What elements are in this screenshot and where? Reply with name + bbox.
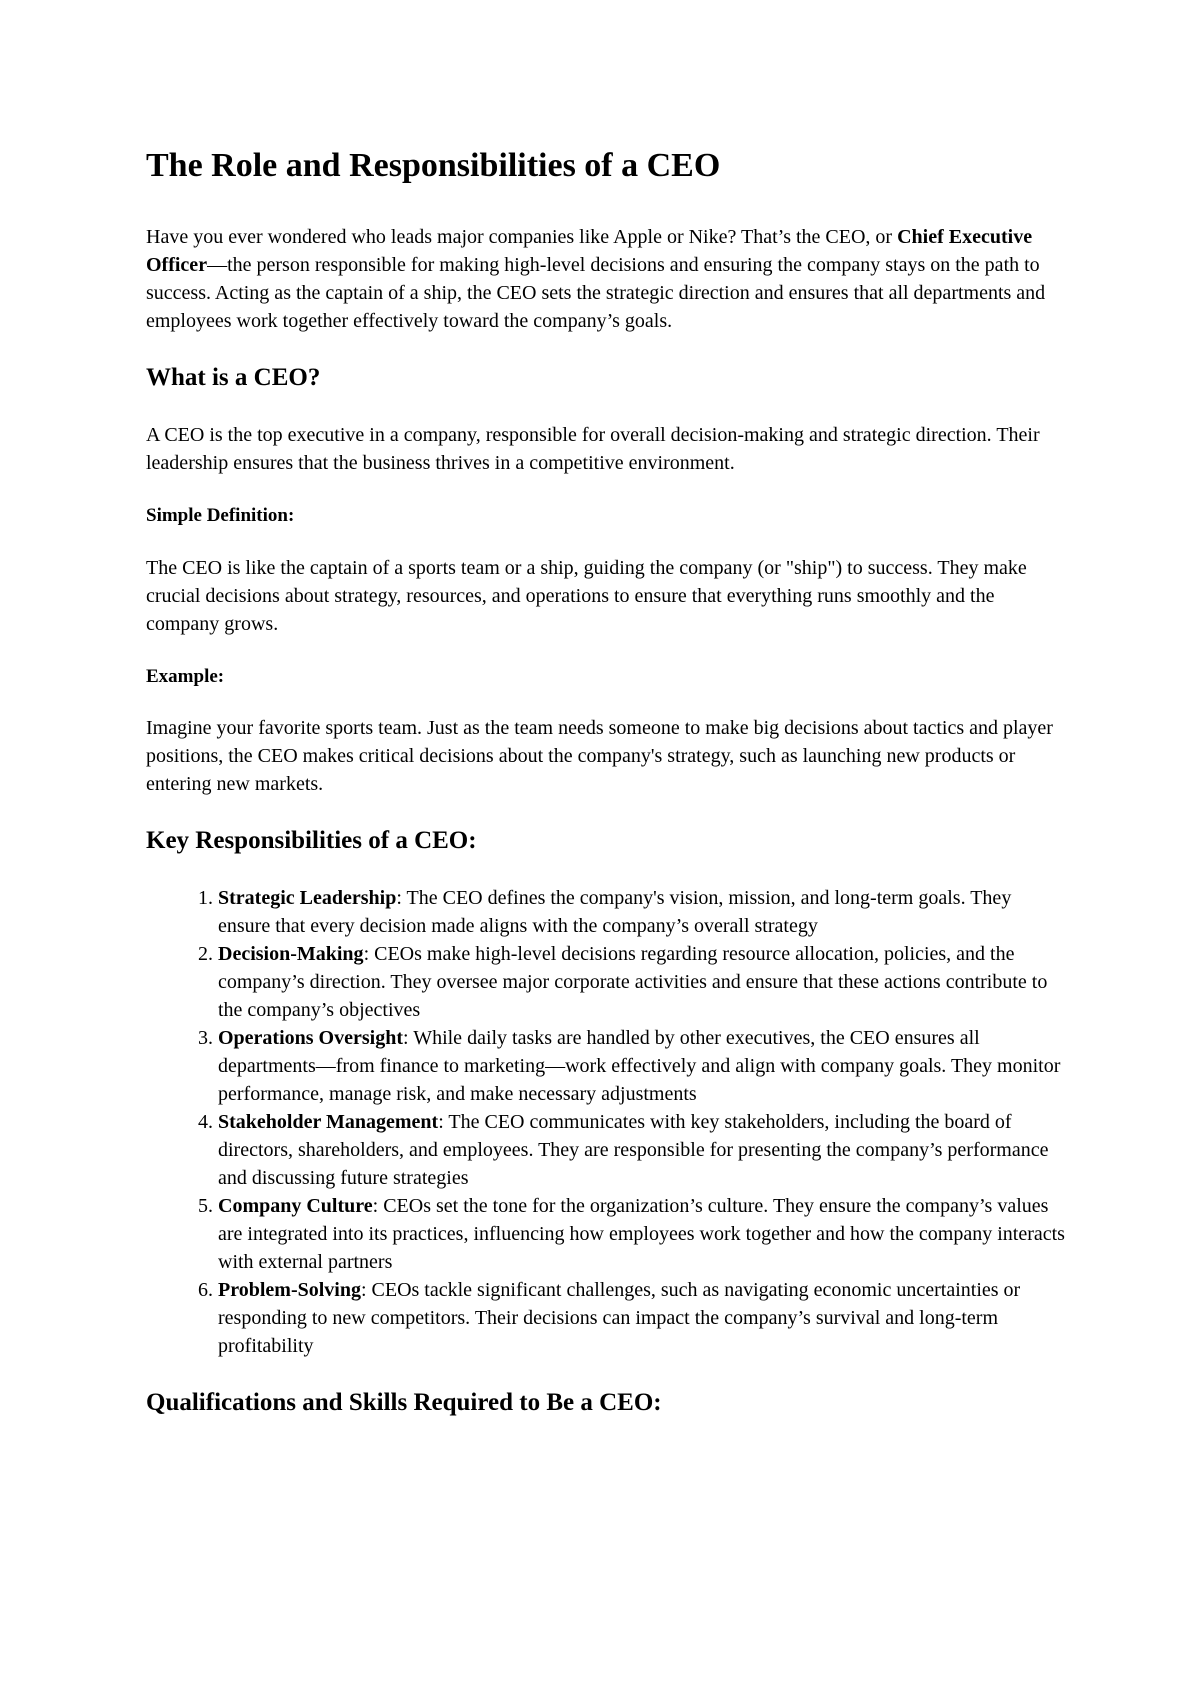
list-item [218,940,1066,1024]
list-item [218,1192,1066,1276]
simple-definition-paragraph: The CEO is like the captain of a sports team or a ship, guiding the company (or "ship") to success. They make crucial decisions about strategy, resources, and operations to ensure that everything runs smoothly and the company grows. [146,556,1027,635]
list-item [218,1108,1066,1192]
document-content [146,146,1066,1446]
list-item [218,1276,1066,1360]
page-title: The Role and Responsibilities of a CEO [146,147,721,184]
list-item-term: Operations Oversight [218,1027,403,1050]
intro-text-start: Have you ever wondered who leads major companies like Apple or Nike? That’s the CEO, or [146,225,898,248]
subheading-simple-definition: Simple Definition: [146,504,295,526]
list-item [218,1024,1066,1108]
list-item [218,884,1066,940]
list-item-term: Stakeholder Management [218,1111,439,1134]
list-item-text: : The CEO defines the company's vision, mission, and long-term goals. They ensure that every decision made aligns with the company’s overall strategy [218,887,1012,938]
section-heading-qualifications: Qualifications and Skills Required to Be a CEO: [146,1389,662,1417]
list-item-text: : CEOs tackle significant challenges, such as navigating economic uncertainties or responding to new competitors. Their decisions can impact the company’s survival and long-term profitability [218,1279,1021,1358]
list-item-text: : CEOs set the tone for the organization’s culture. They ensure the company’s values are integrated into its practices, influencing how employees work together and how the company interacts with external partners [218,1195,1065,1274]
example-paragraph: Imagine your favorite sports team. Just as the team needs someone to make big decisions about tactics and player positions, the CEO makes critical decisions about the company's strategy, such as launching new products or entering new markets. [146,717,1053,796]
list-item-term: Strategic Leadership [218,887,397,910]
list-item-text: : CEOs make high-level decisions regarding resource allocation, policies, and the company’s direction. They oversee major corporate activities and ensure that these actions contribute to the company’s objectives [218,943,1048,1022]
what-is-paragraph: A CEO is the top executive in a company, responsible for overall decision-making and strategic direction. Their leadership ensures that the business thrives in a competitive environment. [146,423,1040,474]
list-item-text: : The CEO communicates with key stakeholders, including the board of directors, shareholders, and employees. They are responsible for presenting the company’s performance and discussing future strategies [218,1111,1049,1190]
list-item-term: Decision-Making [218,943,364,966]
section-heading-what-is: What is a CEO? [146,363,321,391]
responsibilities-list [146,884,1066,1360]
subheading-example: Example: [146,665,225,687]
list-item-term: Company Culture [218,1195,373,1218]
intro-bold-term: Chief Executive Officer [146,225,1033,276]
list-item-term: Problem-Solving [218,1279,361,1302]
intro-text-end: —the person responsible for making high-level decisions and ensuring the company stays on the path to success. Acting as the captain of a ship, the CEO sets the strategic direction and ensures that all departments and employees work together effectively toward the company’s goals. [146,253,1046,332]
intro-paragraph [146,223,1066,335]
list-item-text: : While daily tasks are handled by other executives, the CEO ensures all departments—from finance to marketing—work effectively and align with company goals. They monitor performance, manage risk, and make necessary adjustments [218,1027,1061,1106]
section-heading-responsibilities: Key Responsibilities of a CEO: [146,827,477,855]
